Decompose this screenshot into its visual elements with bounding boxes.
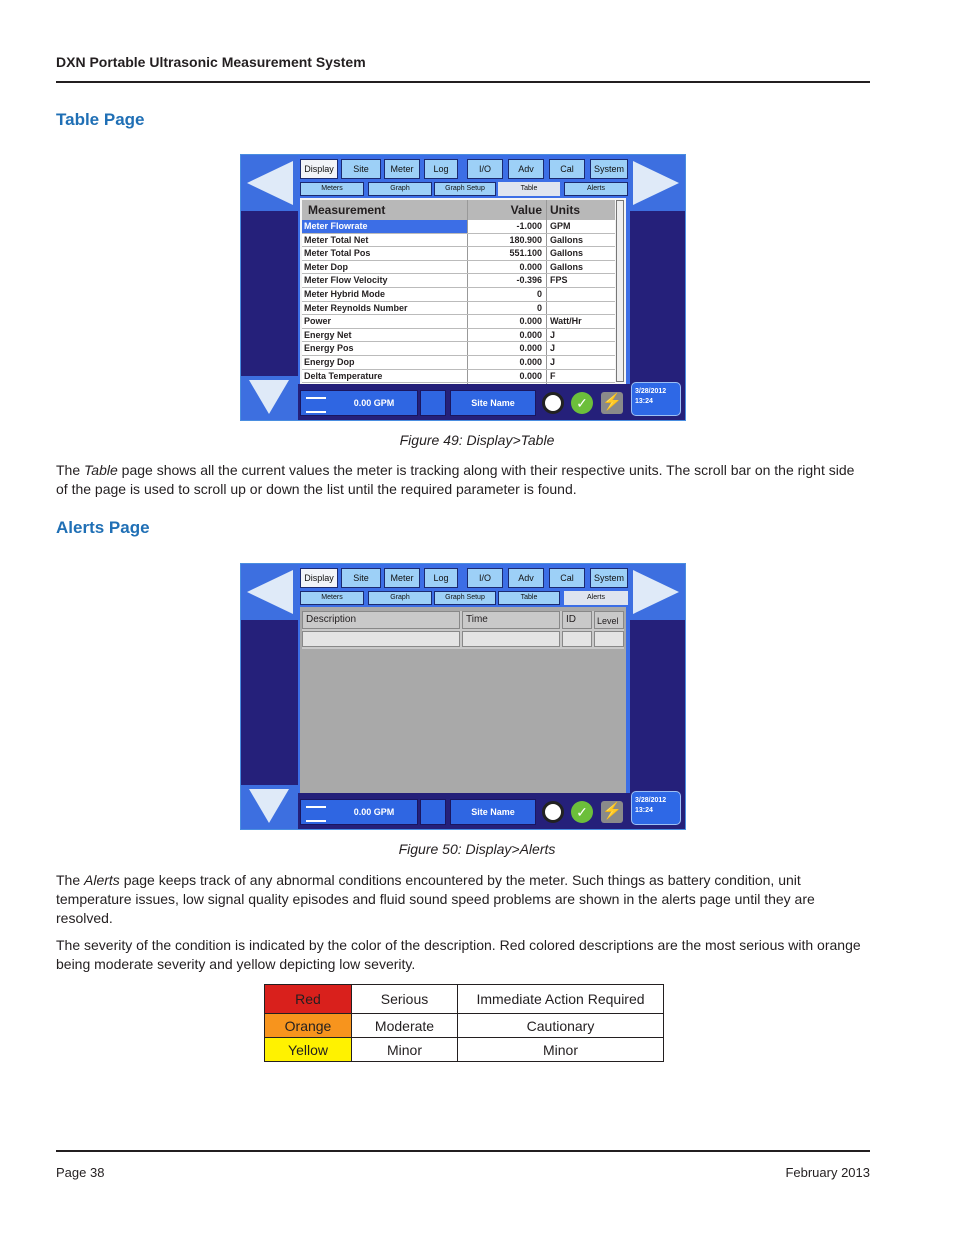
alert-row-cell[interactable] [302,631,460,647]
value-cell: 180.900 [468,234,547,247]
footer-rule [56,1150,870,1152]
measurement-cell: Meter Flow Velocity [302,274,468,287]
severity-action-cell: Immediate Action Required [458,985,664,1014]
alerts-table [302,611,624,649]
subtab-table[interactable]: Table [498,182,560,196]
site-name: Site Name [471,398,515,408]
emphasis: Alerts [84,872,120,888]
blank-button[interactable] [420,799,446,825]
battery-charge-icon[interactable]: ⚡ [601,392,623,414]
table-scrollbar[interactable] [616,200,624,382]
text: page shows all the current values the meter is tracking along with their respective units. The scroll bar on the right side of the page is used to scroll up or down the list until the required parameter is found. [56,462,855,497]
measurement-cell: Power [302,315,468,328]
tab-meter[interactable]: Meter [384,159,420,179]
measurement-cell: Energy Net [302,329,468,342]
severity-level-cell: Minor [352,1038,458,1062]
measurement-table [302,200,615,397]
unit-cell: J [550,329,556,340]
col-units: Units [550,203,580,217]
check-icon[interactable]: ✓ [571,801,593,823]
subtab-alerts[interactable]: Alerts [564,591,628,605]
battery-charge-icon[interactable]: ⚡ [601,801,623,823]
value-cell: 0 [468,288,547,301]
table-row[interactable] [302,220,615,234]
document-header: DXN Portable Ultrasonic Measurement System [56,54,366,70]
severity-action-cell: Cautionary [458,1014,664,1038]
check-icon[interactable]: ✓ [571,392,593,414]
table-row[interactable] [302,274,615,288]
table-row[interactable] [302,315,615,329]
table-row[interactable] [302,234,615,248]
datetime-button[interactable] [631,791,681,825]
tab-bar [300,159,628,179]
tab-system[interactable]: System [590,159,628,179]
flow-button[interactable] [300,390,418,416]
tab-adv[interactable]: Adv [508,568,544,588]
table-row[interactable] [302,329,615,343]
stop-icon[interactable] [542,801,564,823]
unit-cell: Gallons [550,234,584,245]
measurement-cell: Meter Total Pos [302,247,468,260]
status-bar [298,793,630,829]
unit-cell: F [550,370,556,381]
tab-io[interactable]: I/O [467,568,503,588]
datetime-button[interactable] [631,382,681,416]
page-number: Page 38 [56,1165,105,1180]
severity-level-cell: Moderate [352,1014,458,1038]
value-cell: 0.000 [468,342,547,355]
emphasis: Table [84,462,118,478]
col-measurement: Measurement [302,200,468,220]
severity-color-cell: Yellow [265,1038,352,1062]
subtab-bar [300,182,628,196]
value-cell: 0.000 [468,329,547,342]
time-text: 13:24 [635,807,653,814]
status-bar [298,384,630,420]
subtab-graph-setup[interactable]: Graph Setup [434,182,496,196]
measurement-cell: Energy Pos [302,342,468,355]
tab-site[interactable]: Site [341,159,381,179]
time-text: 13:24 [635,398,653,405]
table-screen-figure [240,154,686,421]
col-description: Description [302,611,460,629]
section-heading-table: Table Page [56,110,145,129]
severity-paragraph: The severity of the condition is indicated by the color of the description. Red colored descriptions are the most serious with orange being moderate severity and yellow depicting low severity. [56,937,861,972]
measurement-cell: Meter Flowrate [302,220,468,233]
unit-cell [547,302,615,315]
main-panel [298,155,630,420]
alert-row-cell[interactable] [562,631,592,647]
value-cell: 0 [468,302,547,315]
severity-color-cell: Red [265,985,352,1014]
site-name-button[interactable] [450,390,536,416]
table-row[interactable] [302,261,615,275]
table-row[interactable] [302,288,615,302]
subtab-graph[interactable]: Graph [368,591,432,605]
measurement-cell: Meter Reynolds Number [302,302,468,315]
tab-log[interactable]: Log [424,568,458,588]
value-cell: 551.100 [468,247,547,260]
tab-adv[interactable]: Adv [508,159,544,179]
subtab-alerts[interactable]: Alerts [564,182,628,196]
value-cell: 0.000 [468,261,547,274]
table-row[interactable] [302,302,615,316]
left-nav [241,564,298,829]
severity-level-cell: Serious [352,985,458,1014]
value-cell: 0.000 [468,356,547,369]
unit-cell: J [550,356,556,367]
arrow-down-icon[interactable] [249,380,289,414]
table-paragraph [56,461,868,499]
subtab-bar [300,591,628,605]
arrow-left-icon[interactable] [247,161,293,205]
col-id: ID [562,611,592,629]
tab-display[interactable]: Display [300,568,338,588]
value-cell: 0.000 [468,370,547,383]
alert-row-cell[interactable] [462,631,560,647]
text: The [56,872,85,888]
col-level: Level [594,611,624,629]
severity-color-cell: Orange [265,1014,352,1038]
main-panel [298,564,630,829]
unit-cell: Gallons [550,248,584,259]
stop-icon[interactable] [542,392,564,414]
severity-row [265,1014,664,1038]
date-text: 3/28/2012 [635,797,667,804]
value-cell: -0.396 [468,274,547,287]
subtab-table[interactable]: Table [498,591,560,605]
flow-value: 0.00 GPM [353,398,395,408]
arrow-right-icon[interactable] [633,570,679,614]
alerts-content [300,607,626,793]
tab-log[interactable]: Log [424,159,458,179]
measurement-cell: Delta Temperature [302,370,468,383]
col-time: Time [462,611,560,629]
alerts-screen-figure [240,563,686,830]
flow-button[interactable] [300,799,418,825]
date-text: 3/28/2012 [635,388,667,395]
alert-row-cell[interactable] [594,631,624,647]
figure49-caption: Figure 49: Display>Table [399,432,555,448]
right-nav [628,564,685,829]
value-cell: -1.000 [468,220,547,233]
figure50-caption: Figure 50: Display>Alerts [398,841,556,857]
subtab-meters[interactable]: Meters [300,182,364,196]
severity-table [264,984,664,1062]
col-value: Value [468,200,547,220]
tab-cal[interactable]: Cal [549,568,585,588]
text: The [56,462,85,478]
text: page keeps track of any abnormal conditions encountered by the meter. Such things as battery condition, unit temperature issues, low signal quality episodes and fluid sound speed problems are shown in the alerts page until they are resolved. [56,872,815,926]
left-nav [241,155,298,420]
severity-row [265,1038,664,1062]
tab-cal[interactable]: Cal [549,159,585,179]
blank-button[interactable] [420,390,446,416]
tab-site[interactable]: Site [341,568,381,588]
tab-display[interactable]: Display [300,159,338,179]
header-rule [56,81,870,83]
unit-cell: GPM [550,221,571,231]
severity-action-cell: Minor [458,1038,664,1062]
flow-value: 0.00 GPM [353,807,395,817]
unit-cell [547,288,615,301]
unit-cell: Watt/Hr [550,316,582,327]
measurement-cell: Meter Dop [302,261,468,274]
subtab-graph[interactable]: Graph [368,182,432,196]
tab-io[interactable]: I/O [467,159,503,179]
arrow-left-icon[interactable] [247,570,293,614]
table-row[interactable] [302,247,615,261]
list-icon [306,806,326,822]
measurement-cell: Meter Hybrid Mode [302,288,468,301]
value-cell: 0.000 [468,315,547,328]
table-row[interactable] [302,370,615,384]
tab-system[interactable]: System [590,568,628,588]
severity-row [265,985,664,1014]
table-content [300,198,626,384]
table-row[interactable] [302,356,615,370]
tab-meter[interactable]: Meter [384,568,420,588]
site-name: Site Name [471,807,515,817]
section-heading-alerts: Alerts Page [56,518,150,537]
tab-bar [300,568,628,588]
site-name-button[interactable] [450,799,536,825]
unit-cell: FPS [550,275,568,286]
table-row[interactable] [302,342,615,356]
list-icon [306,397,326,413]
alerts-paragraph [56,871,868,928]
right-nav [628,155,685,420]
unit-cell: Gallons [550,261,584,272]
measurement-cell: Meter Total Net [302,234,468,247]
unit-cell: J [550,343,556,354]
subtab-graph-setup[interactable]: Graph Setup [434,591,496,605]
arrow-down-icon[interactable] [249,789,289,823]
arrow-right-icon[interactable] [633,161,679,205]
footer-date: February 2013 [785,1165,870,1180]
measurement-cell: Energy Dop [302,356,468,369]
table-header [302,200,615,220]
subtab-meters[interactable]: Meters [300,591,364,605]
